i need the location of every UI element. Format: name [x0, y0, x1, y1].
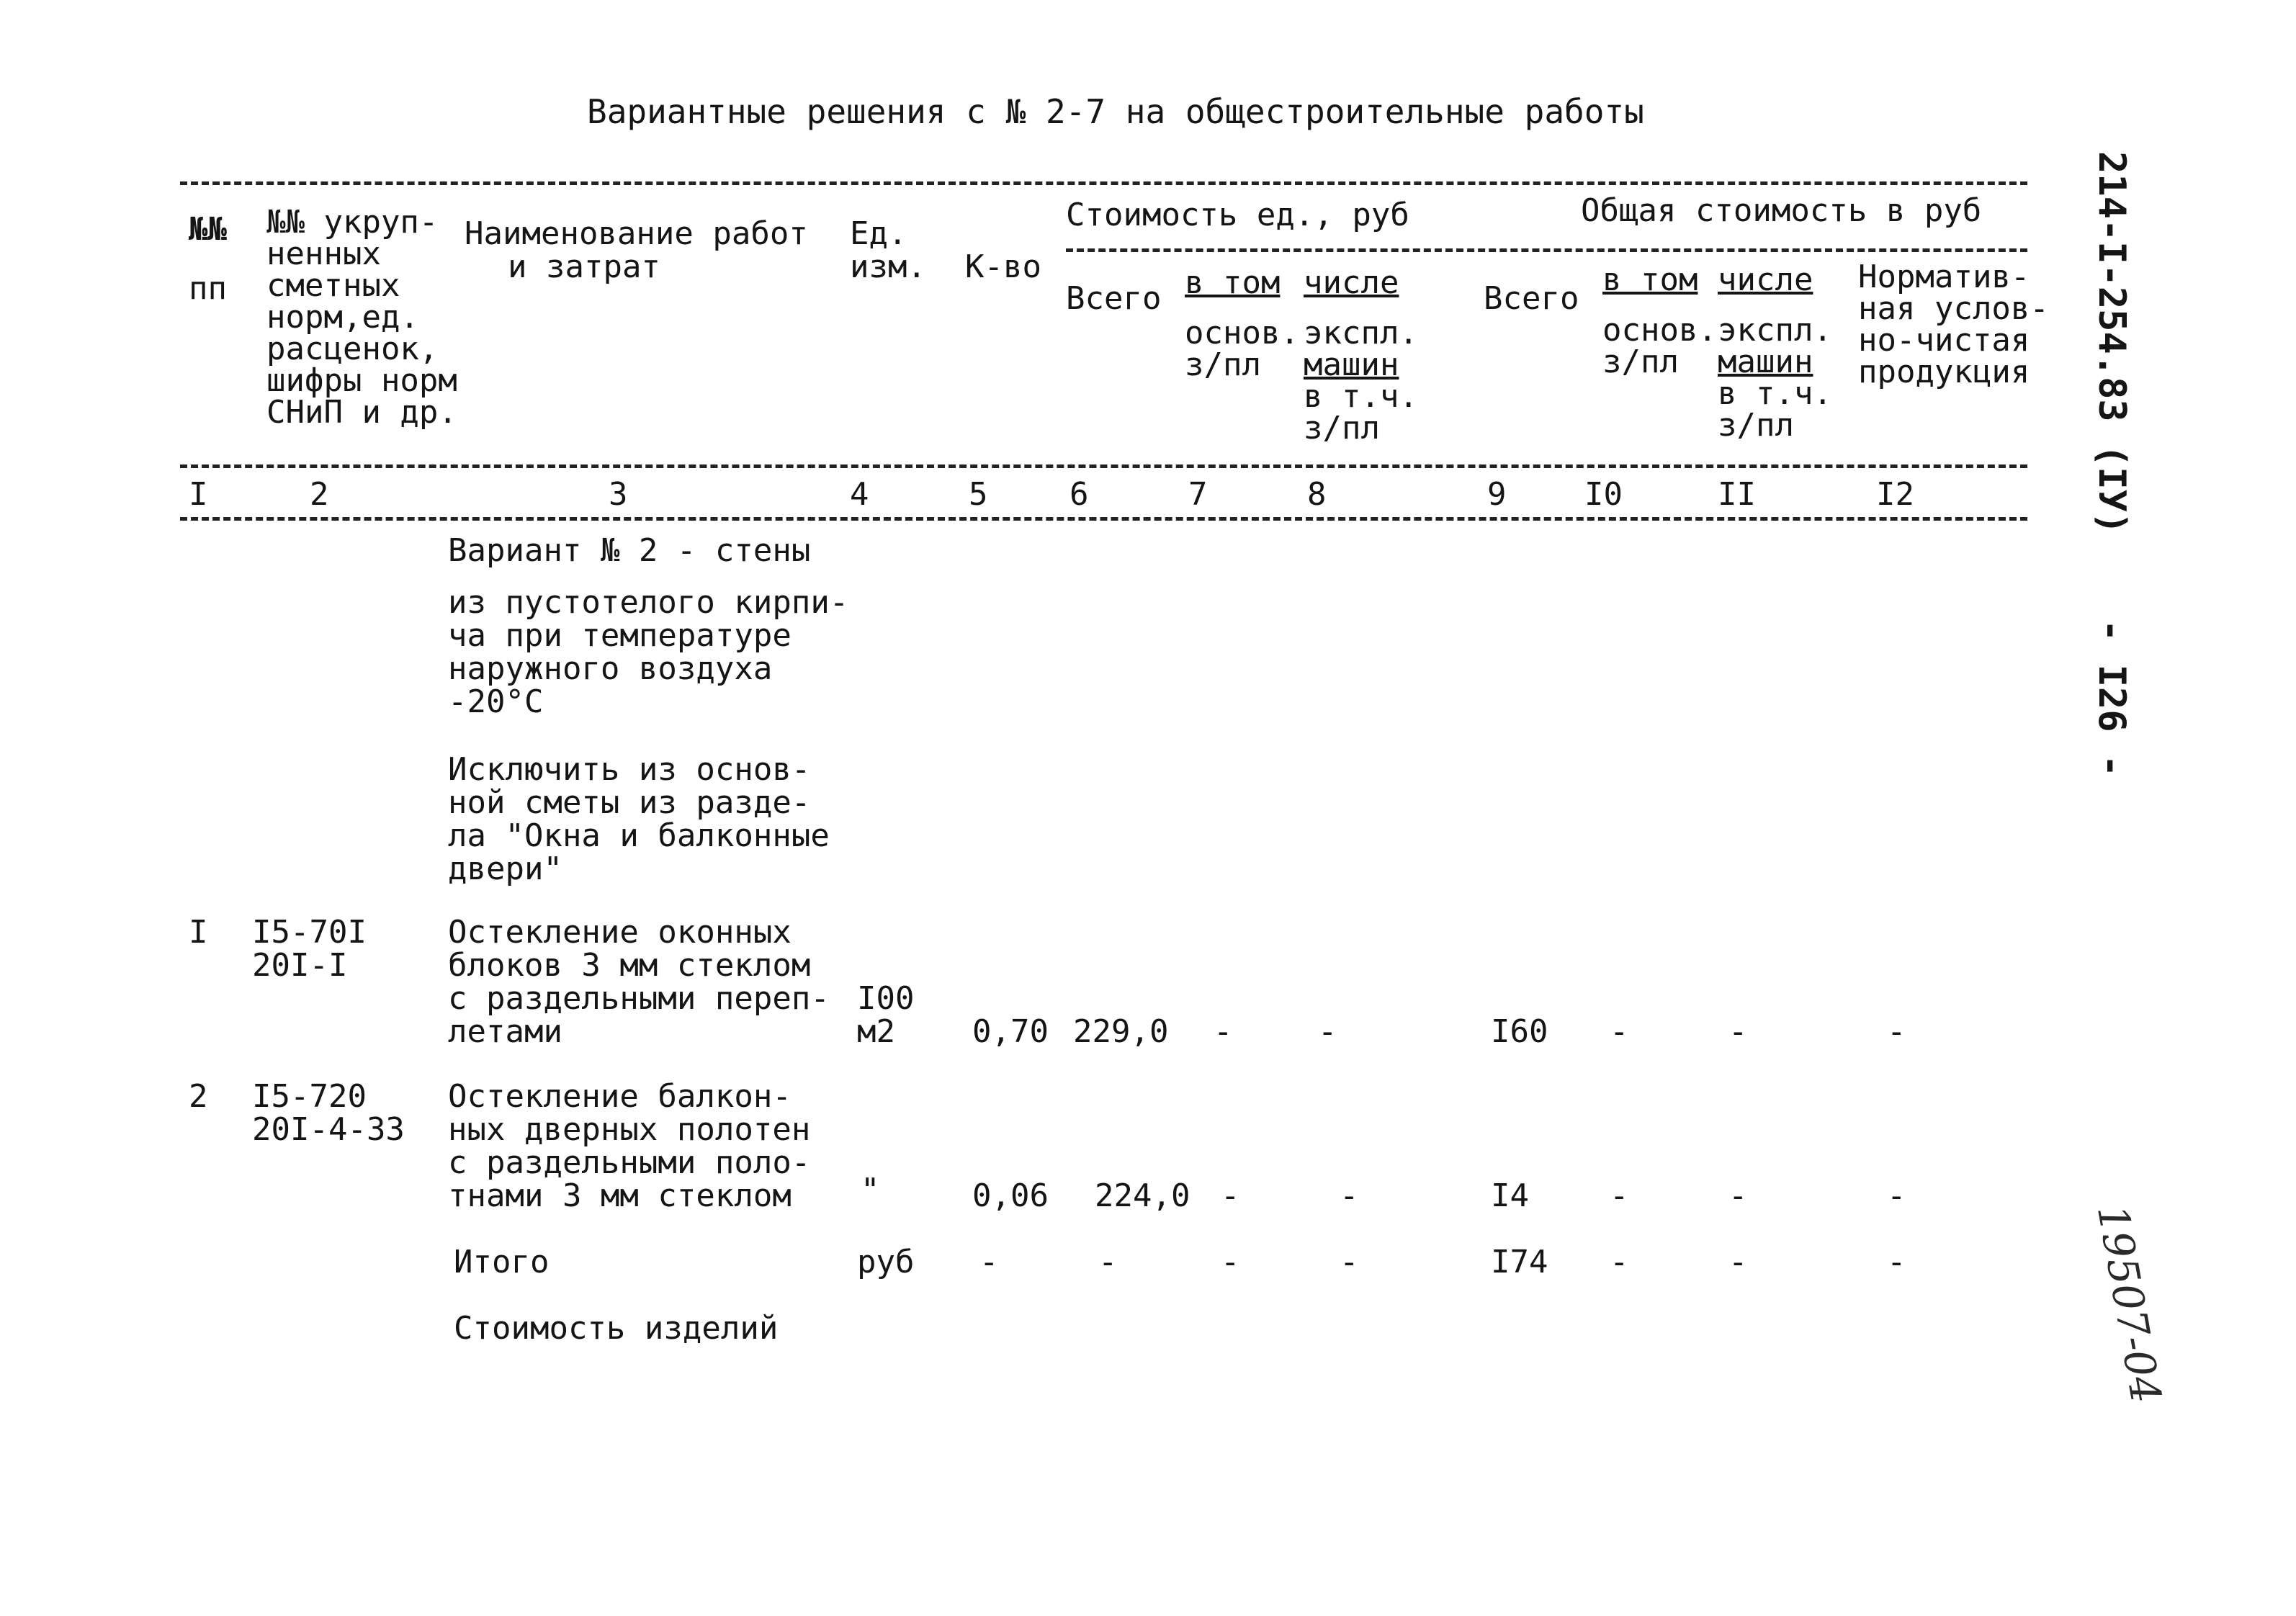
column-number: I2	[1876, 476, 1914, 513]
table-top-rule	[180, 181, 2027, 185]
header-normative-4: продукция	[1858, 354, 2030, 390]
row-code: 20I-4-33	[252, 1111, 405, 1148]
exclude-line: двери"	[448, 850, 562, 887]
row-quantity: 0,70	[972, 1013, 1049, 1050]
header-unit-base-wage-2: з/пл	[1185, 346, 1261, 383]
row-unit-machine: -	[1318, 1013, 1337, 1050]
header-total-including-b: числе	[1718, 261, 1813, 298]
products-cost-label: Стоимость изделий	[454, 1310, 779, 1347]
row-normative: -	[1887, 1177, 1906, 1214]
row-total: I60	[1491, 1013, 1548, 1050]
header-total-machine-1: экспл.	[1718, 312, 1832, 349]
header-quantity: К-во	[965, 248, 1041, 285]
header-work-name-line2: и затрат	[508, 248, 660, 285]
header-norms-line: сметных	[266, 267, 400, 304]
header-total-including-a: в том	[1602, 261, 1698, 298]
total-sum: I74	[1491, 1244, 1548, 1280]
header-unit-line2: изм.	[850, 248, 926, 285]
row-unit-wage: -	[1214, 1013, 1233, 1050]
variant-line: из пустотелого кирпи-	[448, 584, 849, 621]
exclude-line: ла "Окна и балконные	[448, 817, 830, 854]
side-document-code: 214-I-254.83 (IУ)	[2090, 151, 2133, 535]
column-number: 3	[609, 476, 628, 513]
header-norms-line: расценок,	[266, 331, 439, 367]
total-machine: -	[1728, 1244, 1748, 1280]
column-number: I0	[1584, 476, 1623, 513]
header-unit-including-a: в том	[1185, 264, 1281, 301]
header-total-machine-3: в т.ч.	[1718, 375, 1832, 412]
header-normative-2: ная услов-	[1858, 290, 2049, 327]
row-total-machine: -	[1728, 1177, 1748, 1214]
column-number: 2	[310, 476, 329, 513]
header-unit-base-wage-1: основ.	[1185, 315, 1299, 351]
total-label: Итого	[454, 1244, 550, 1280]
row-code: 20I-I	[252, 947, 348, 984]
page-number: - I26 -	[2090, 619, 2133, 778]
header-norms-line: №№ укруп-	[266, 204, 439, 241]
total-wage: -	[1610, 1244, 1629, 1280]
variant-line: Вариант № 2 - стены	[448, 532, 811, 569]
row-unit-total: 229,0	[1073, 1013, 1169, 1050]
row-total-machine: -	[1728, 1013, 1748, 1050]
row-code: I5-720	[252, 1078, 367, 1115]
header-total-machine-2: машин	[1718, 344, 1813, 380]
header-norms-line: шифры норм	[266, 362, 457, 399]
total-unit-total: -	[1098, 1244, 1118, 1280]
header-total-cost-group: Общая стоимость в руб	[1581, 192, 1982, 229]
total-unit-machine: -	[1340, 1244, 1359, 1280]
row-name-line: с раздельными переп-	[448, 980, 830, 1017]
row-name-line: Остекление балкон-	[448, 1078, 792, 1115]
row-total-wage: -	[1610, 1177, 1629, 1214]
header-unit-line1: Ед.	[850, 215, 907, 252]
header-norms-line: СНиП и др.	[266, 394, 457, 431]
header-num-line1: №№	[189, 211, 227, 248]
row-name-line: ных дверных полотен	[448, 1111, 811, 1148]
column-number: 9	[1487, 476, 1507, 513]
row-code: I5-70I	[252, 914, 367, 951]
cost-group-rule	[1066, 248, 2027, 252]
header-unit-including-b: числе	[1304, 264, 1399, 301]
header-total-machine-4: з/пл	[1718, 407, 1794, 444]
total-unit: руб	[857, 1244, 915, 1280]
row-unit-wage: -	[1221, 1177, 1240, 1214]
row-name-line: с раздельными поло-	[448, 1144, 811, 1181]
page-title: Вариантные решения с № 2-7 на общестроительные работы	[587, 92, 1644, 131]
row-name-line: тнами 3 мм стеклом	[448, 1177, 792, 1214]
header-num-line2: пп	[189, 270, 227, 307]
variant-line: ча при температуре	[448, 617, 792, 654]
row-number: 2	[189, 1078, 208, 1115]
column-number: 6	[1069, 476, 1089, 513]
exclude-line: ной сметы из разде-	[448, 784, 811, 821]
header-norms-line: ненных	[266, 235, 381, 272]
header-grand-total: Всего	[1484, 280, 1579, 317]
row-unit-total: 224,0	[1095, 1177, 1190, 1214]
column-number: 8	[1307, 476, 1327, 513]
header-total-base-wage-1: основ.	[1602, 312, 1717, 349]
row-normative: -	[1887, 1013, 1906, 1050]
row-number: I	[189, 914, 208, 951]
header-total-base-wage-2: з/пл	[1602, 344, 1679, 380]
column-number: II	[1718, 476, 1756, 513]
handwritten-code: 19507-04	[2087, 1201, 2171, 1407]
row-unit: "	[861, 1172, 880, 1208]
header-work-name-line1: Наименование работ	[465, 215, 808, 252]
header-normative-3: но-чистая	[1858, 322, 2030, 359]
variant-line: наружного воздуха	[448, 650, 773, 687]
row-total: I4	[1491, 1177, 1529, 1214]
header-unit-machine-3: в т.ч.	[1304, 378, 1418, 415]
header-unit-cost-group: Стоимость ед., руб	[1066, 197, 1409, 233]
header-norms-line: норм,ед.	[266, 299, 419, 336]
row-quantity: 0,06	[972, 1177, 1049, 1214]
column-number: 4	[850, 476, 869, 513]
row-unit: м2	[857, 1013, 895, 1050]
row-total-wage: -	[1610, 1013, 1629, 1050]
row-name-line: блоков 3 мм стеклом	[448, 947, 811, 984]
header-bottom-rule	[180, 464, 2027, 468]
exclude-line: Исключить из основ-	[448, 751, 811, 788]
variant-line: -20°С	[448, 683, 544, 720]
header-unit-machine-4: з/пл	[1304, 410, 1380, 446]
column-number: 5	[969, 476, 988, 513]
header-normative-1: Норматив-	[1858, 259, 2030, 295]
row-unit-machine: -	[1340, 1177, 1359, 1214]
column-number: I	[189, 476, 208, 513]
total-quantity: -	[979, 1244, 999, 1280]
row-name-line: Остекление оконных	[448, 914, 792, 951]
total-normative: -	[1887, 1244, 1906, 1280]
column-numbers-rule	[180, 517, 2027, 521]
header-unit-machine-1: экспл.	[1304, 315, 1418, 351]
header-unit-machine-2: машин	[1304, 346, 1399, 383]
column-number: 7	[1188, 476, 1208, 513]
header-unit-total: Всего	[1066, 280, 1162, 317]
total-unit-wage: -	[1221, 1244, 1240, 1280]
row-unit: I00	[857, 980, 915, 1017]
row-name-line: летами	[448, 1013, 562, 1050]
